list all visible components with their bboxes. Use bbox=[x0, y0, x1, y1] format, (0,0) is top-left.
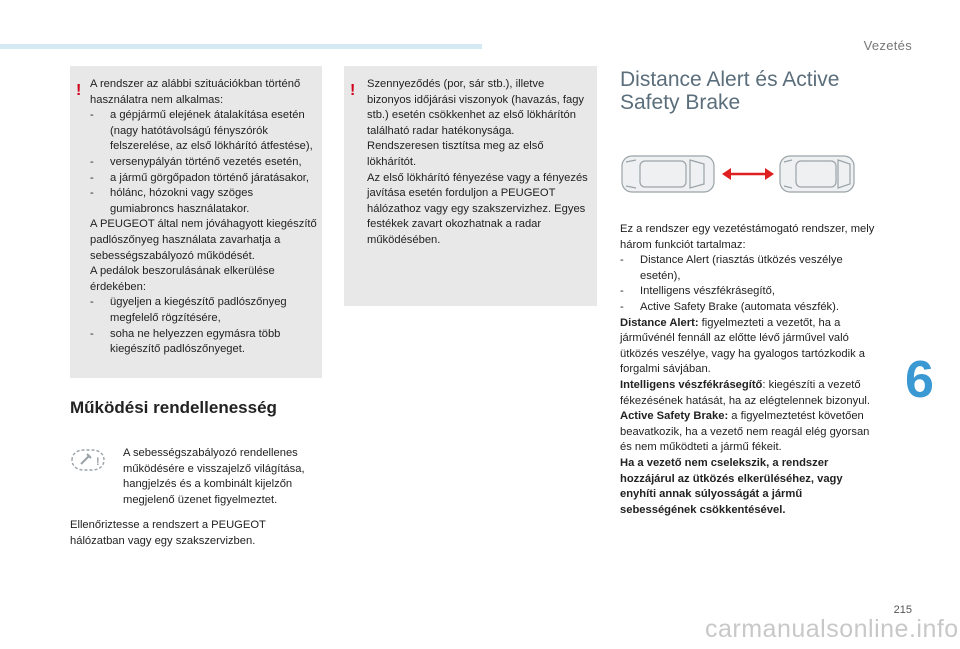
service-warning-icon bbox=[70, 448, 106, 472]
header-accent-bar bbox=[0, 44, 482, 49]
warning-icon: ! bbox=[76, 82, 82, 99]
malfunction-heading: Működési rendellenesség bbox=[70, 398, 277, 417]
distance-alert-intro: Ez a rendszer egy vezetéstámogató rendszer, mely három funkciót tartalmaz: bbox=[620, 223, 875, 251]
list-item: - Active Safety Brake (automata vészfék). bbox=[620, 300, 839, 313]
warning-box-1-text bbox=[90, 77, 320, 358]
malfunction-icon-text: A sebességszabályozó rendellenes működésére e visszajelző világítása, hangjelzés és a kombinált kijelzőn megjelenő üzenet figyelmeztet. bbox=[123, 447, 305, 506]
car-icon bbox=[622, 156, 714, 192]
list-item: - Intelligens vészfékrásegítő, bbox=[620, 285, 775, 298]
list-item: - hólánc, hózokni vagy szöges gumiabroncs használatakor. bbox=[90, 187, 254, 215]
page-number: 215 bbox=[893, 604, 912, 616]
svg-text:!: ! bbox=[96, 456, 100, 468]
warning-para: Az első lökhárító fényezése vagy a fényezés javítása esetén forduljon a PEUGEOT hálózathoz vagy egy szakszervizhez. Egyes festékek zavart okozhatnak a radar működésében. bbox=[367, 171, 588, 246]
car-icon bbox=[780, 156, 854, 192]
double-arrow-icon bbox=[722, 168, 774, 180]
list-item: - ügyeljen a kiegészítő padlószőnyeg megfelelő rögzítésére, bbox=[90, 296, 287, 324]
list-item: - Distance Alert (riasztás ütközés veszélye esetén), bbox=[620, 254, 843, 282]
bold-warning: Ha a vezető nem cselekszik, a rendszer hozzájárul az ütközés elkerüléséhez, vagy enyhíti annak súlyosságát a jármű sebességének csökkentésével. bbox=[620, 456, 843, 516]
warning-para: Rendszeresen tisztítsa meg az első lökhárítót. bbox=[367, 140, 544, 168]
watermark: carmanualsonline.info bbox=[705, 615, 959, 643]
section-title: Vezetés bbox=[863, 38, 912, 53]
distance-alert-illustration bbox=[618, 152, 858, 196]
distance-alert-body bbox=[620, 222, 880, 518]
warning-para: Szennyeződés (por, sár stb.), illetve bizonyos időjárási viszonyok (havazás, fagy stb.) esetén csökkenhet az első lökhárítón található radar hatékonysága. bbox=[367, 78, 585, 137]
chapter-number: 6 bbox=[905, 351, 934, 409]
warning-intro: A rendszer az alábbi szituációkban történő használatra nem alkalmas: bbox=[90, 78, 301, 106]
warning-box-2-text bbox=[367, 77, 591, 249]
distance-alert-desc: Distance Alert: figyelmezteti a vezetőt, ha a járművénél fennáll az előtte lévő járművel való ütközés veszélye, vagy ha gyalogos tartózkodik a forgalmi sávjában. bbox=[620, 316, 866, 376]
list-item: - soha ne helyezzen egymásra több kiegészítő padlószőnyeget. bbox=[90, 327, 281, 356]
warning-para: A PEUGEOT által nem jóváhagyott kiegészítő padlószőnyeg használata zavarhatja a sebességszabályozó működését. bbox=[90, 218, 317, 262]
list-item: - versenypályán történő vezetés esetén, bbox=[90, 155, 302, 168]
warning-para: A pedálok beszorulásának elkerülése érdekében: bbox=[90, 265, 275, 293]
intelligent-brake-desc: Intelligens vészfékrásegítő: kiegészíti a vezető fékezésének hatását, ha az elégtelennek bizonyul. bbox=[620, 378, 871, 407]
malfunction-note: Ellenőriztesse a rendszert a PEUGEOT hálózatban vagy egy szakszervizben. bbox=[70, 519, 266, 547]
active-safety-brake-desc: Active Safety Brake: a figyelmeztetést követően beavatkozik, ha a vezető nem reagál elég gyorsan és nem működteti a jármű fékeit. bbox=[620, 410, 870, 454]
list-item: - a gépjármű elejének átalakítása esetén (nagy hatótávolságú fényszórók felszerelése, az első lökhárító átfestése), bbox=[90, 109, 313, 153]
warning-icon: ! bbox=[350, 82, 356, 99]
list-item: - a jármű görgőpadon történő járatásakor, bbox=[90, 171, 310, 184]
distance-alert-title: Distance Alert és Active Safety Brake bbox=[620, 68, 840, 114]
